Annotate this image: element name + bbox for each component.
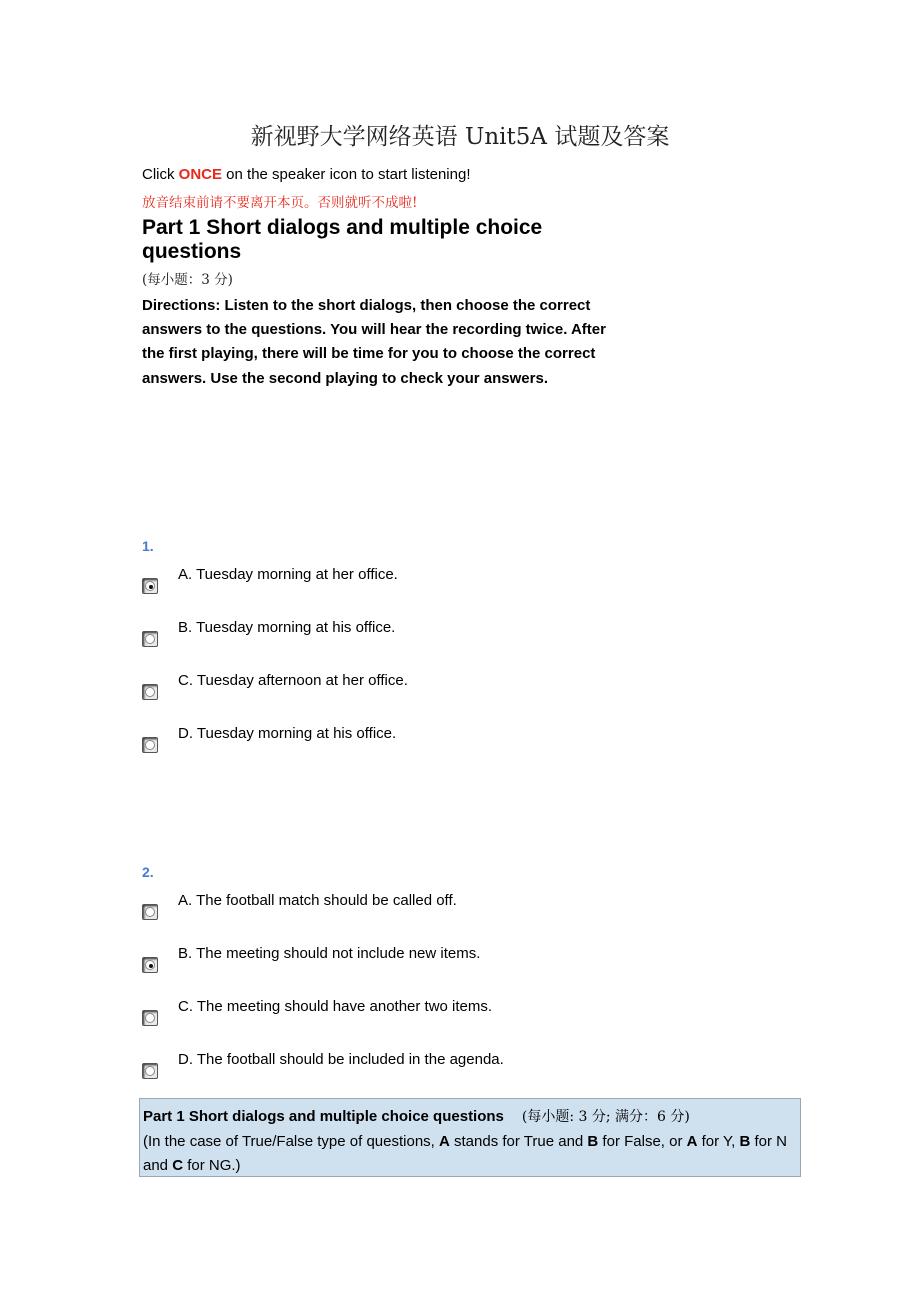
summary-title-line	[143, 1105, 797, 1130]
note-key: A	[439, 1132, 450, 1150]
answer-option[interactable]	[142, 945, 742, 975]
radio-button[interactable]	[142, 631, 158, 647]
listen-instruction	[142, 166, 471, 183]
option-label: B. The meeting should not include new items.	[178, 945, 481, 962]
radio-button[interactable]	[142, 1010, 158, 1026]
note-text: stands for True and	[449, 1132, 588, 1150]
part-summary-box	[139, 1098, 801, 1177]
answer-option[interactable]	[142, 892, 742, 922]
once-emphasis: ONCE	[178, 166, 223, 183]
option-label: D. Tuesday morning at his office.	[178, 725, 397, 742]
per-question-score: (每小题：3 分)	[142, 272, 233, 288]
answer-option[interactable]	[142, 619, 742, 649]
note-text: (In the case of True/False type of questions,	[143, 1132, 439, 1150]
radio-button[interactable]	[142, 737, 158, 753]
radio-button[interactable]	[142, 904, 158, 920]
answer-option[interactable]	[142, 672, 742, 702]
answer-option[interactable]	[142, 998, 742, 1028]
note-text: for N and	[143, 1132, 787, 1174]
answer-option[interactable]	[142, 566, 742, 596]
option-label: C. The meeting should have another two items.	[178, 998, 493, 1015]
note-text: for Y,	[697, 1132, 740, 1150]
part-heading: Part 1 Short dialogs and multiple choice questions	[142, 216, 543, 263]
radio-button[interactable]	[142, 957, 158, 973]
summary-note	[143, 1130, 797, 1179]
option-label: D. The football should be included in the agenda.	[178, 1051, 504, 1068]
option-label: B. Tuesday morning at his office.	[178, 619, 396, 636]
question-number: 2.	[142, 864, 154, 880]
summary-title: Part 1 Short dialogs and multiple choice questions	[143, 1108, 504, 1125]
option-label: A. Tuesday morning at her office.	[178, 566, 398, 583]
note-key: B	[587, 1132, 599, 1150]
note-text: for False, or	[598, 1132, 687, 1150]
stay-on-page-warning: 放音结束前请不要离开本页。否则就听不成啦!	[142, 195, 418, 211]
summary-score: (每小题: 3 分; 满分：6 分)	[521, 1109, 690, 1125]
note-key: B	[739, 1132, 751, 1150]
note-key: C	[172, 1157, 184, 1174]
answer-option[interactable]	[142, 725, 742, 755]
radio-button[interactable]	[142, 684, 158, 700]
document-title: 新视野大学网络英语 Unit5A 试题及答案	[250, 124, 670, 150]
radio-button[interactable]	[142, 1063, 158, 1079]
instruction-suffix: on the speaker icon to start listening!	[222, 166, 471, 183]
option-label: C. Tuesday afternoon at her office.	[178, 672, 408, 689]
answer-option[interactable]	[142, 1051, 742, 1081]
instruction-prefix: Click	[142, 166, 179, 183]
option-label: A. The football match should be called off.	[178, 892, 457, 909]
radio-button[interactable]	[142, 578, 158, 594]
directions-text: Directions: Listen to the short dialogs, then choose the correct answers to the questions. You will hear the recording twice. After the first playing, there will be time for you to choose the correct answers. Use the second playing to check your answers.	[142, 297, 606, 387]
question-number: 1.	[142, 538, 154, 554]
note-key: A	[686, 1132, 698, 1150]
note-text: for NG.)	[183, 1157, 241, 1174]
